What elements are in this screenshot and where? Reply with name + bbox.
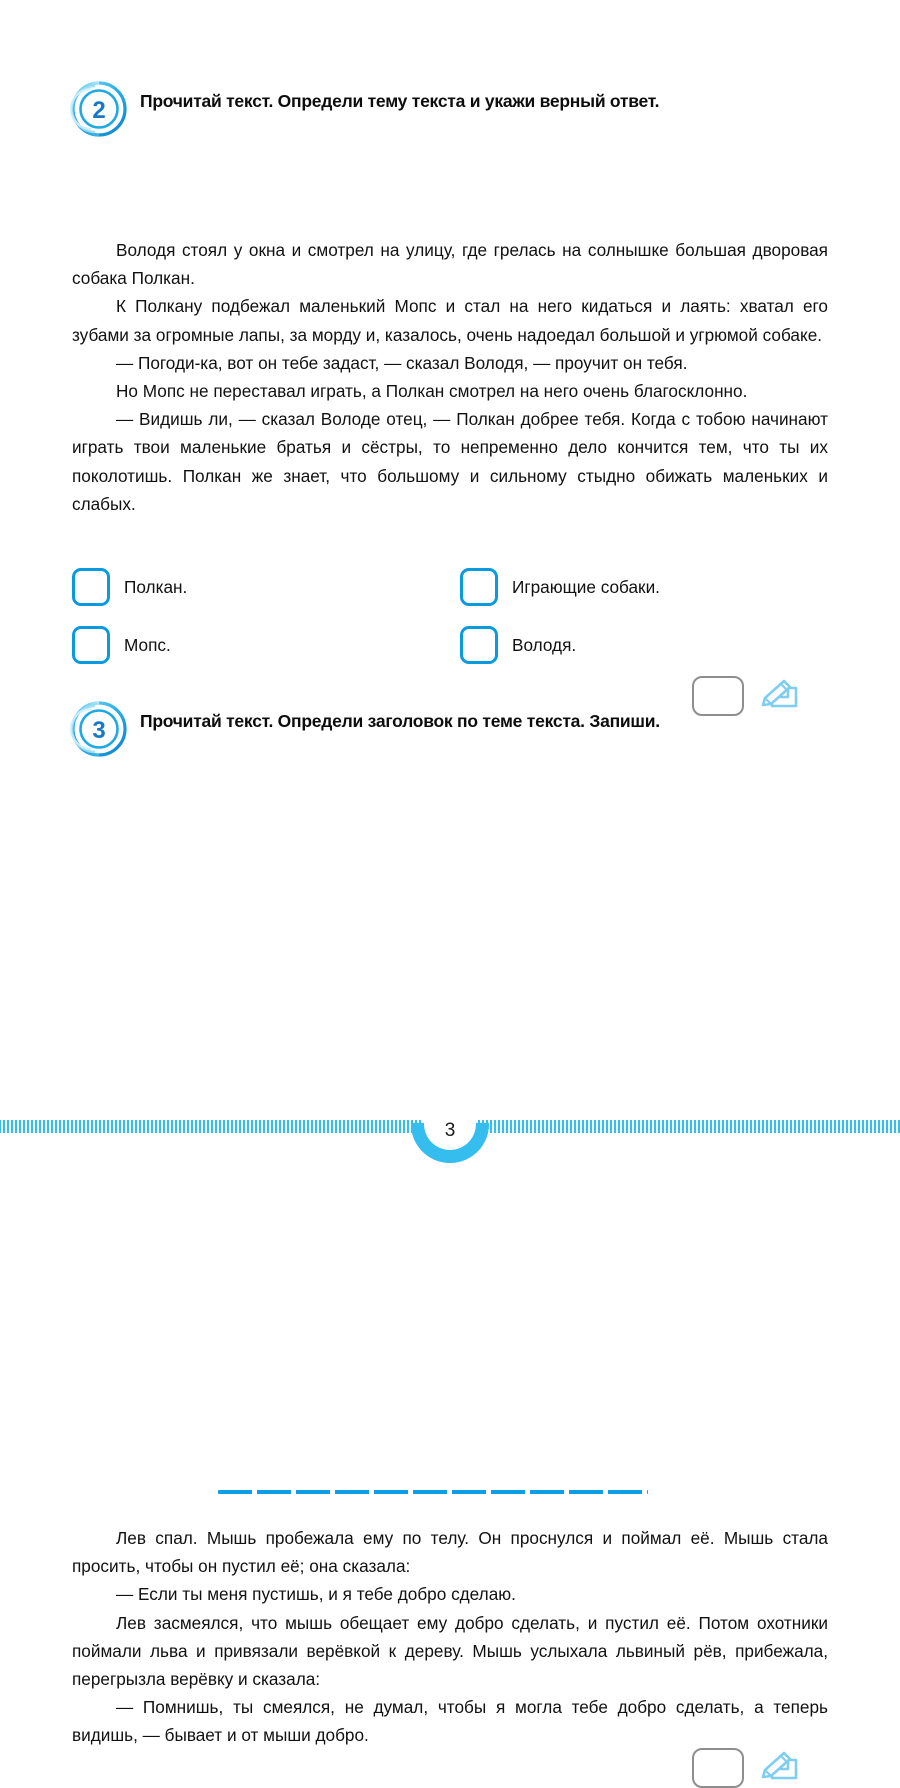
answer-write-line-3[interactable] (218, 1490, 648, 1494)
checkbox-option-1[interactable] (72, 568, 110, 606)
passage-paragraph: — Помнишь, ты смеялся, не думал, чтобы я могла тебе добро сделать, а теперь видишь, — бывает и от мыши добро. (72, 1697, 828, 1746)
answer-option-1[interactable] (72, 558, 440, 616)
pencil-writing-icon (758, 1748, 800, 1788)
passage-text-3 (72, 1524, 828, 1750)
swirl-circle-badge-icon (66, 78, 128, 140)
answer-option-label: Мопс. (124, 634, 171, 655)
passage-paragraph: — Погоди-ка, вот он тебе задаст, — сказал Володя, — проучит он тебя. (116, 352, 688, 373)
task-block-3 (0, 698, 900, 1746)
answer-option-4[interactable] (460, 616, 828, 674)
task-title-2: Прочитай текст. Определи тему текста и укажи верный ответ. (140, 91, 660, 111)
task-header-2 (0, 78, 900, 140)
task-number-3: 3 (92, 717, 106, 744)
passage-text-2 (72, 236, 828, 518)
score-box-3[interactable] (692, 1748, 744, 1788)
checkbox-option-3[interactable] (72, 626, 110, 664)
answer-option-2[interactable] (460, 558, 828, 616)
swirl-circle-badge-icon (66, 698, 128, 760)
answer-option-3[interactable] (72, 616, 440, 674)
passage-paragraph: — Если ты меня пустишь, и я тебе добро сделаю. (116, 1584, 516, 1605)
passage-paragraph: Володя стоял у окна и смотрел на улицу, где грелась на солнышке большая дворовая собака Полкан. (72, 240, 828, 289)
task-block-2 (0, 78, 900, 655)
task-number-2: 2 (92, 97, 106, 124)
page-number: 3 (444, 1120, 456, 1141)
task-header-3 (0, 698, 900, 760)
checkbox-option-2[interactable] (460, 568, 498, 606)
answer-option-label: Играющие собаки. (512, 576, 660, 597)
passage-paragraph: — Видишь ли, — сказал Володе отец, — Полкан добрее тебя. Когда с тобою начинают играть твои маленькие братья и сёстры, то непременно дело кончится тем, что ты их поколотишь. Полкан же знает, что большому и сильному стыдно обижать маленьких и слабых. (72, 409, 828, 514)
passage-paragraph: К Полкану подбежал маленький Мопс и стал на него кидаться и лаять: хватал его зубами за огромные лапы, за морду и, казалось, очень надоедал большой и угрюмой собаке. (72, 296, 828, 345)
checkbox-option-4[interactable] (460, 626, 498, 664)
passage-paragraph: Но Мопс не переставал играть, а Полкан смотрел на него очень благосклонно. (116, 381, 748, 402)
task-title-3: Прочитай текст. Определи заголовок по теме текста. Запиши. (140, 711, 660, 731)
passage-paragraph: Лев засмеялся, что мышь обещает ему добро сделать, и пустил её. Потом охотники поймали льва и привязали верёвкой к дереву. Мышь услыхала львиный рёв, прибежала, перегрызла верёвку и сказала: (72, 1612, 828, 1690)
score-area-3 (692, 1748, 800, 1788)
answer-options-2 (72, 558, 828, 674)
passage-paragraph: Лев спал. Мышь пробежала ему по телу. Он проснулся и поймал её. Мышь стала просить, чтобы он пустил её; она сказала: (72, 1528, 828, 1577)
answer-option-label: Полкан. (124, 576, 188, 597)
answer-option-label: Володя. (512, 634, 577, 655)
